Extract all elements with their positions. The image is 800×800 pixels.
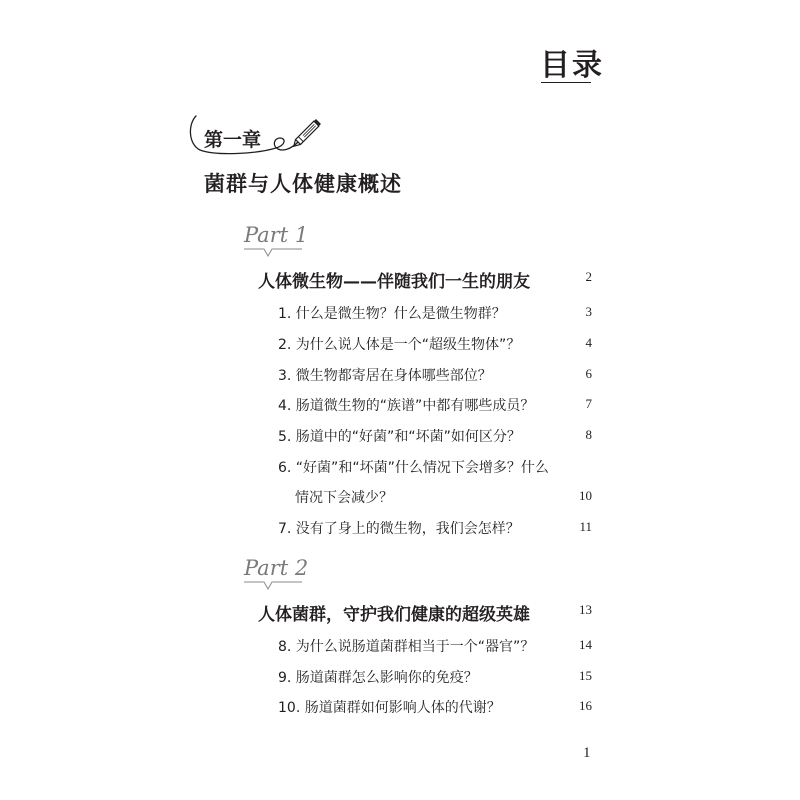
page-ref: 11 [579, 519, 592, 534]
part-label: Part 1 [244, 223, 309, 247]
page-title: 目录 [540, 48, 604, 83]
page-ref: 16 [579, 698, 592, 713]
toc-item-text: 8. 为什么说肠道菌群相当于一个“器官”？ [278, 639, 535, 655]
toc-item-text: 1. 什么是微生物？什么是微生物群？ [278, 306, 506, 322]
toc-item-text: 情况下会减少？ [295, 490, 393, 506]
toc-item[interactable] [0, 665, 800, 689]
part-label: Part 2 [244, 556, 309, 580]
toc-item[interactable] [0, 393, 800, 417]
title-underline [541, 82, 591, 83]
toc-item[interactable] [0, 301, 800, 325]
toc-item[interactable] [0, 634, 800, 658]
chapter-label: 第一章 [204, 129, 262, 151]
chapter-title: 菌群与人体健康概述 [204, 172, 402, 196]
page-number: 1 [583, 745, 591, 761]
page-ref: 13 [579, 602, 592, 617]
page-ref: 4 [585, 335, 592, 350]
toc-item[interactable] [0, 516, 800, 540]
section-title: 人体微生物——伴随我们一生的朋友 [258, 272, 530, 292]
page-ref: 14 [579, 637, 592, 652]
toc-item[interactable] [0, 363, 800, 387]
toc-item-text: 3. 微生物都寄居在身体哪些部位？ [278, 368, 492, 384]
page-ref: 8 [585, 427, 592, 442]
toc-item[interactable] [0, 695, 800, 719]
page-ref: 10 [579, 488, 592, 503]
toc-item-text: 2. 为什么说人体是一个“超级生物体”？ [278, 337, 521, 353]
section-row[interactable] [0, 267, 800, 291]
section-title: 人体菌群，守护我们健康的超级英雄 [258, 605, 530, 625]
page-ref: 7 [585, 396, 592, 411]
underline-tick-icon [244, 247, 304, 259]
toc-item-text: 5. 肠道中的“好菌”和“坏菌”如何区分？ [278, 429, 521, 445]
toc-item-text: 10. 肠道菌群如何影响人体的代谢？ [278, 700, 501, 716]
toc-item[interactable] [0, 332, 800, 356]
toc-item-text: 7. 没有了身上的微生物，我们会怎样？ [278, 521, 520, 537]
toc-item-text: 6. “好菌”和“坏菌”什么情况下会增多？什么 [278, 460, 549, 476]
toc-item[interactable] [0, 455, 800, 479]
page-ref: 6 [585, 366, 592, 381]
underline-tick-icon [244, 580, 304, 592]
page-ref: 3 [585, 304, 592, 319]
toc-item-text: 4. 肠道微生物的“族谱”中都有哪些成员？ [278, 398, 535, 414]
toc-item[interactable] [0, 424, 800, 448]
toc-item-text: 9. 肠道菌群怎么影响你的免疫？ [278, 670, 478, 686]
page-ref: 15 [579, 668, 592, 683]
page-ref: 2 [585, 269, 592, 284]
section-row[interactable] [0, 600, 800, 624]
toc-item-continuation[interactable] [0, 485, 800, 509]
